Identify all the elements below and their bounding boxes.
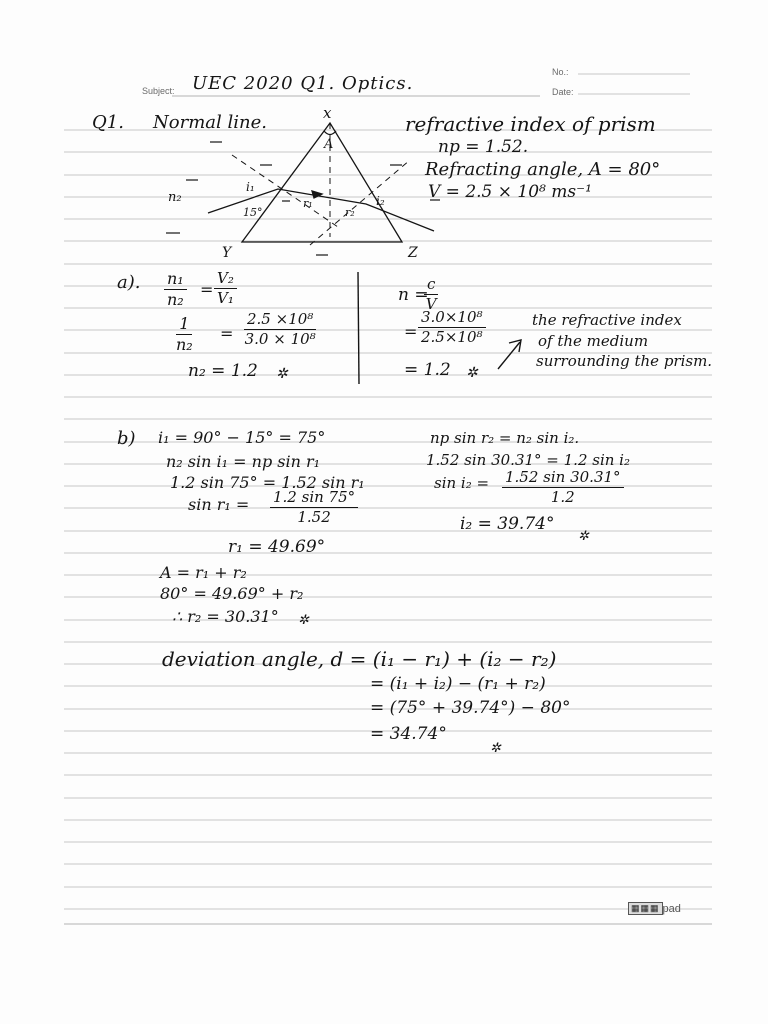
watermark-logo-icon: ▦▦▦ — [628, 902, 663, 915]
fraction-numerator: n₁ — [164, 271, 187, 290]
part-b-label: b) — [117, 428, 136, 449]
fraction-n1-n2 — [164, 271, 187, 308]
b-right-line-3-lhs: sin i₂ = — [434, 474, 490, 492]
deviation-line-2: = (i₁ + i₂) − (r₁ + r₂) — [370, 674, 546, 694]
apex-label: x — [323, 105, 332, 122]
ray-arrow — [312, 191, 322, 198]
normal-line-label: Normal line. — [153, 112, 267, 133]
equals-sign: = — [404, 322, 418, 341]
medium-label: n₂ — [168, 190, 182, 205]
vertex-z-label: Z — [408, 245, 418, 261]
r1-label: r₁ — [303, 197, 313, 210]
answer-star: ✲ — [276, 366, 288, 382]
annotation-line-2: of the medium — [538, 332, 649, 350]
equals-sign: = — [200, 280, 214, 299]
deviation-line-4: = 34.74° — [370, 724, 447, 744]
fraction-sin-r1 — [270, 490, 358, 525]
part-a-label: a). — [117, 272, 141, 293]
watermark-text: pad — [662, 902, 681, 915]
fraction-numerator: 1.2 sin 75° — [270, 490, 358, 508]
b-right-line-2: 1.52 sin 30.31° = 1.2 sin i₂ — [426, 451, 630, 469]
answer-star: ✲ — [490, 741, 501, 756]
prism-triangle — [242, 123, 402, 242]
q1-label: Q1. — [92, 112, 124, 133]
date-label: Date: — [552, 87, 574, 97]
n2-result: n₂ = 1.2 — [188, 361, 258, 381]
fraction-v2-v1 — [214, 271, 237, 306]
answer-star: ✲ — [578, 529, 589, 544]
annotation-line-1: the refractive index — [532, 311, 682, 329]
b-line-8: ∴ r₂ = 30.31° — [172, 607, 279, 626]
prism-diagram — [140, 105, 440, 265]
fraction-numerator: 1 — [176, 316, 192, 335]
apex-angle-arc — [324, 131, 336, 135]
refractive-index-heading: refractive index of prism — [405, 112, 656, 136]
b-line-2: n₂ sin i₁ = np sin r₁ — [166, 452, 321, 471]
angle-15-label: 15° — [243, 206, 263, 219]
fraction-denominator: V — [425, 295, 437, 313]
fraction-denominator: 1.2 — [550, 488, 575, 506]
annotation-arrow — [494, 336, 528, 372]
subject-label: Subject: — [142, 86, 175, 96]
page-title: UEC 2020 Q1. Optics. — [192, 73, 414, 94]
fraction-speeds — [244, 312, 316, 347]
app-watermark — [628, 902, 681, 915]
b-line-4-lhs: sin r₁ = — [188, 495, 250, 514]
fraction-1-n2 — [176, 316, 193, 353]
fraction-c-v — [424, 277, 438, 312]
angle-a-label: A — [324, 137, 334, 152]
equals-sign: = — [220, 324, 234, 343]
b-line-7: 80° = 49.69° + r₂ — [160, 584, 304, 603]
deviation-line-1: deviation angle, d = (i₁ − r₁) + (i₂ − r₂) — [162, 647, 557, 671]
fraction-numerator: c — [424, 277, 438, 295]
deviation-line-3: = (75° + 39.74°) − 80° — [370, 698, 571, 718]
fraction-denominator: 2.5×10⁸ — [421, 328, 483, 346]
i2-label: i₂ — [376, 194, 385, 208]
answer-star: ✲ — [466, 365, 478, 381]
fraction-denominator: 3.0 × 10⁸ — [244, 330, 316, 348]
fraction-denominator: V₁ — [217, 289, 234, 307]
fraction-numerator: 2.5 ×10⁸ — [244, 312, 316, 330]
fraction-denominator: n₂ — [176, 335, 193, 354]
n-equals: n = — [398, 285, 429, 305]
r2-label: r₂ — [345, 206, 355, 219]
b-line-6: A = r₁ + r₂ — [160, 563, 247, 582]
np-value: np = 1.52. — [438, 137, 529, 157]
b-right-line-1: np sin r₂ = n₂ sin i₂. — [430, 429, 580, 447]
fraction-sin-i2 — [502, 470, 624, 505]
b-line-3: 1.2 sin 75° = 1.52 sin r₁ — [170, 473, 365, 492]
b-right-line-4: i₂ = 39.74° — [460, 514, 555, 534]
annotation-line-3: surrounding the prism. — [536, 352, 713, 370]
fraction-c-over-v-values — [418, 310, 486, 345]
fraction-numerator: 3.0×10⁸ — [418, 310, 486, 328]
b-line-1: i₁ = 90° − 15° = 75° — [158, 428, 326, 447]
no-label: No.: — [552, 67, 569, 77]
fraction-denominator: 1.52 — [297, 508, 331, 526]
b-line-5: r₁ = 49.69° — [228, 537, 326, 557]
refracting-angle: Refracting angle, A = 80° — [425, 159, 661, 180]
fraction-numerator: 1.52 sin 30.31° — [502, 470, 624, 488]
n-result: = 1.2 — [404, 360, 451, 380]
column-divider — [353, 272, 363, 384]
vertex-y-label: Y — [222, 245, 232, 261]
speed-value: V = 2.5 × 10⁸ ms⁻¹ — [428, 182, 592, 202]
answer-star: ✲ — [298, 613, 309, 628]
light-ray — [208, 189, 434, 231]
fraction-numerator: V₂ — [214, 271, 237, 289]
fraction-denominator: n₂ — [167, 290, 184, 309]
i1-label: i₁ — [246, 180, 255, 194]
